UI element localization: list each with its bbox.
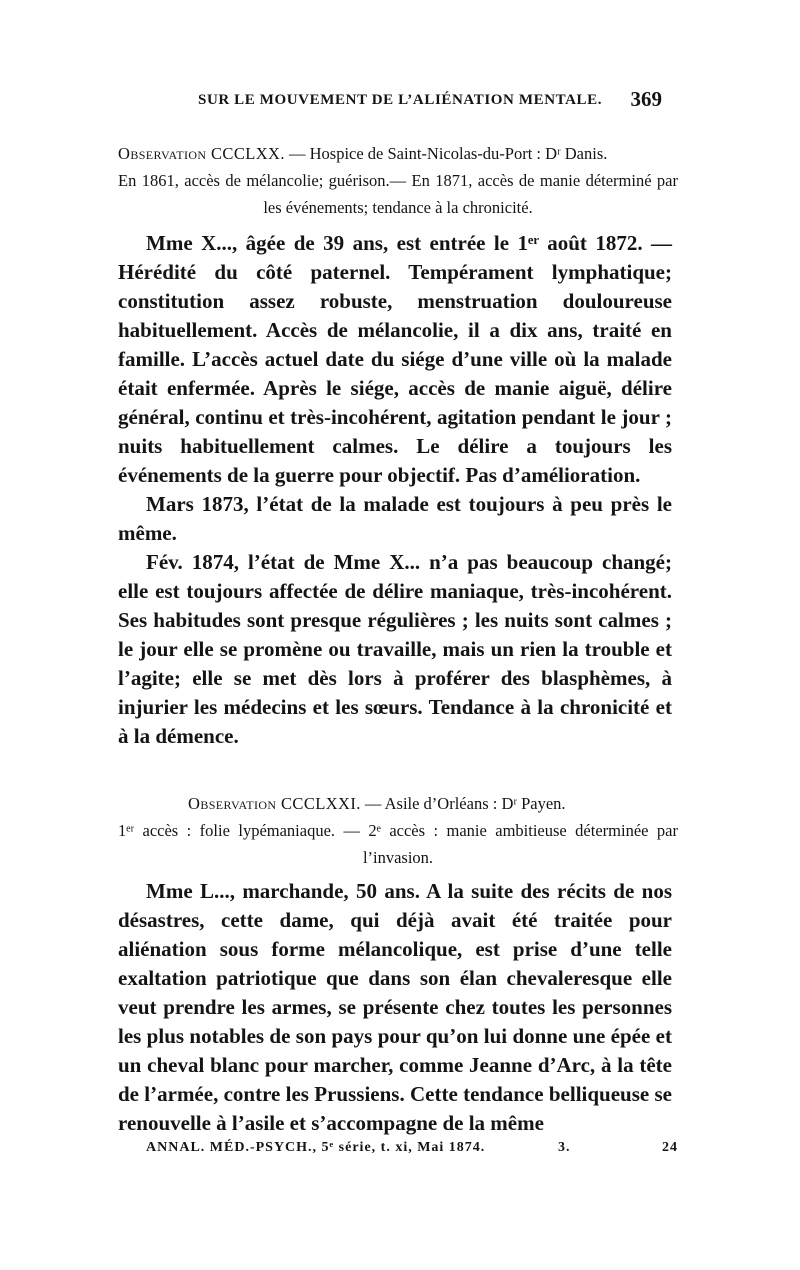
observation-2-location: — Asile d’Orléans : Dʳ Payen. (360, 794, 566, 813)
running-head: SUR LE MOUVEMENT DE L’ALIÉNATION MENTALE. (198, 92, 603, 108)
observation-2-body (118, 877, 672, 1138)
page-footer (118, 1140, 678, 1156)
observation-1-body (118, 229, 672, 751)
observation-1-paragraph: Mars 1873, l’état de la malade est toujours à peu près le même. (118, 492, 672, 545)
observation-2-heading (118, 790, 678, 871)
observation-1-paragraph: Mme X..., âgée de 39 ans, est entrée le 1ᵉʳ août 1872. — Hérédité du côté paternel. Tempérament lymphatique; constitution assez robuste, menstruation douloureuse habituellement. Accès de mélancolie, il a dix ans, traité en famille. L’accès actuel date du siége d’une ville où la malade était enfermée. Après le siége, accès de manie aiguë, délire général, continu et très-incohérent, agitation pendant le jour ; nuits habituellement calmes. Le délire a toujours les événements de la guerre pour objectif. Pas d’amélioration. (118, 231, 672, 487)
observation-1-summary: En 1861, accès de mélancolie; guérison.— En 1871, accès de manie déterminé par les événements; tendance à la chronicité. (118, 171, 678, 217)
observation-1-title (118, 140, 678, 167)
journal-citation: ANNAL. MÉD.-PSYCH., 5ᵉ série, t. xi, Mai 1874. (146, 1140, 486, 1155)
observation-2-title (118, 790, 678, 817)
observation-2-summary: 1ᵉʳ accès : folie lypémaniaque. — 2ᵉ accès : manie ambitieuse déterminée par l’invasion. (118, 821, 678, 867)
page-number: 369 (630, 87, 662, 111)
observation-1-paragraph: Fév. 1874, l’état de Mme X... n’a pas beaucoup changé; elle est toujours affectée de délire maniaque, très-incohérent. Ses habitudes sont presque régulières ; les nuits sont calmes ; le jour elle se promène ou travaille, mais un rien la trouble et l’agite; elle se met dès lors à proférer des blasphèmes, à injurier les médecins et les sœurs. Tendance à la chronicité et à la démence. (118, 550, 672, 748)
observation-2-label: Observation CCCLXXI. (188, 794, 361, 813)
observation-1-label: Observation CCCLXX. (118, 144, 285, 163)
signature-number: 3. (558, 1140, 571, 1155)
observation-1-location: — Hospice de Saint-Nicolas-du-Port : Dʳ Danis. (284, 144, 608, 163)
observation-1-heading (118, 140, 678, 221)
signature-sheet: 24 (662, 1140, 678, 1155)
observation-2-paragraph: Mme L..., marchande, 50 ans. A la suite des récits de nos désastres, cette dame, qui déjà avait été traitée pour aliénation sous forme mélancolique, est prise d’une telle exaltation patriotique que dans son élan chevaleresque elle veut prendre les armes, se présente chez toutes les personnes les plus notables de son pays pour qu’on lui donne une épée et un cheval blanc pour marcher, comme Jeanne d’Arc, à la tête de l’armée, contre les Prussiens. Cette tendance belliqueuse se renouvelle à l’asile et s’accompagne de la même (118, 879, 672, 1135)
signature-mark (558, 1140, 678, 1156)
